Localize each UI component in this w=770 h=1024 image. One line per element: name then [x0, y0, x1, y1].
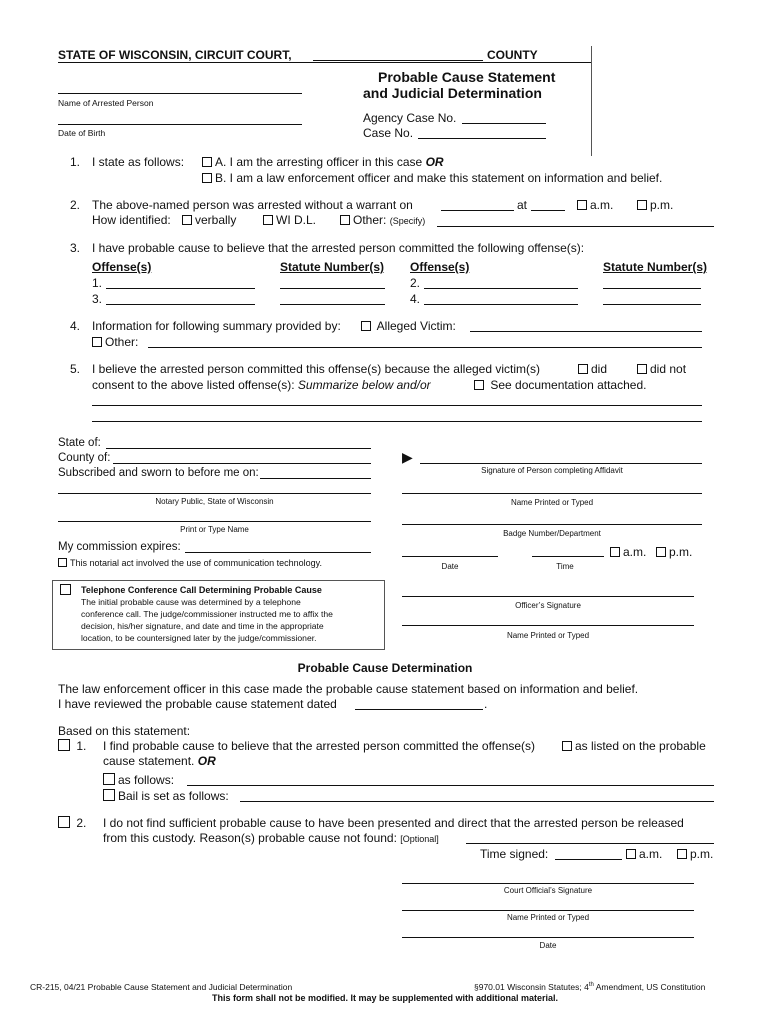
- offense-3-field[interactable]: [106, 304, 255, 305]
- did-not-checkbox[interactable]: [637, 364, 647, 374]
- am-label: a.m.: [590, 198, 614, 212]
- offense-4-number: 4.: [410, 292, 421, 306]
- item1-option-a[interactable]: [202, 155, 444, 169]
- dob-caption: Date of Birth: [58, 128, 106, 138]
- court-name-field[interactable]: [402, 910, 694, 911]
- affiant-name-field[interactable]: [402, 493, 702, 494]
- county-of-label: County of:: [58, 452, 111, 464]
- agency-case-field[interactable]: [462, 123, 546, 124]
- widl-option[interactable]: [263, 213, 316, 227]
- court-name-caption: Name Printed or Typed: [506, 913, 590, 922]
- item2-text: The above-named person was arrested without a warrant on: [92, 198, 413, 212]
- court-date-field[interactable]: [402, 937, 694, 938]
- court-signature-field[interactable]: [402, 883, 694, 884]
- comm-tech-option[interactable]: [58, 558, 322, 568]
- did-not-option[interactable]: [637, 362, 686, 376]
- offense-2-field[interactable]: [424, 288, 578, 289]
- statutes-reference: [474, 982, 705, 992]
- time-signed-label: Time signed:: [480, 847, 549, 861]
- commission-label: My commission expires:: [58, 541, 181, 553]
- as-listed-label: as listed on the probable: [575, 739, 706, 753]
- as-follows-checkbox[interactable]: [103, 773, 115, 785]
- affiant-date-caption: Date: [441, 562, 459, 571]
- item5-number: 5.: [70, 362, 81, 376]
- option2-number: 2.: [76, 816, 87, 830]
- county-label: COUNTY: [487, 48, 538, 62]
- offense-1-number: 1.: [92, 276, 103, 290]
- badge-field[interactable]: [402, 524, 702, 525]
- am-checkbox[interactable]: [577, 200, 587, 210]
- item2-number: 2.: [70, 198, 81, 212]
- alleged-victim-checkbox[interactable]: [361, 321, 371, 331]
- as-listed-checkbox[interactable]: [562, 741, 572, 751]
- option1-number: 1.: [76, 739, 87, 753]
- court-caption: STATE OF WISCONSIN, CIRCUIT COURT,: [58, 48, 292, 62]
- affiant-name-caption: Name Printed or Typed: [510, 498, 594, 507]
- as-follows-option[interactable]: [103, 773, 174, 787]
- bail-option[interactable]: [103, 789, 229, 803]
- affiant-time-caption: Time: [556, 562, 574, 571]
- officer-signature-caption: Officer’s Signature: [515, 601, 581, 610]
- arrest-pm-option[interactable]: [637, 198, 673, 212]
- at-label: at: [517, 198, 528, 212]
- print-name-caption: Print or Type Name: [180, 525, 249, 534]
- county-of-field[interactable]: [113, 463, 371, 464]
- form-id: CR-215, 04/21 Probable Cause Statement and Judicial Determination: [30, 982, 293, 992]
- item1-lead: I state as follows:: [92, 155, 185, 169]
- option1-checkbox[interactable]: [58, 739, 70, 751]
- alleged-victim-option[interactable]: [361, 319, 456, 333]
- cause-statement-text: cause statement.: [103, 754, 195, 768]
- notary-caption: Notary Public, State of Wisconsin: [155, 497, 274, 506]
- alleged-victim-label: Alleged Victim:: [376, 319, 456, 333]
- signed-am-checkbox[interactable]: [626, 849, 636, 859]
- summary-other-option[interactable]: [92, 335, 138, 349]
- as-follows-field[interactable]: [187, 785, 714, 786]
- see-doc-label: See documentation attached.: [490, 378, 647, 392]
- did-option[interactable]: [578, 362, 607, 376]
- court-signature-caption: Court Official’s Signature: [503, 886, 593, 895]
- statute-3-field[interactable]: [280, 304, 385, 305]
- arrest-date-field[interactable]: [441, 210, 514, 211]
- telephone-text-4: location, to be countersigned later by the judge/commissioner.: [81, 633, 317, 643]
- summary-other-checkbox[interactable]: [92, 337, 102, 347]
- reason-field[interactable]: [466, 843, 714, 844]
- consent-text: consent to the above listed offense(s):: [92, 378, 295, 392]
- telephone-text-2: conference call. The judge/commissioner instructed me to affix the: [81, 609, 333, 619]
- form-title-line2: and Judicial Determination: [363, 85, 542, 101]
- affiant-date-field[interactable]: [402, 556, 498, 557]
- arrest-am-option[interactable]: [577, 198, 613, 212]
- option1-or: OR: [197, 754, 216, 768]
- subscribed-date-field[interactable]: [260, 478, 371, 479]
- statutes-text: §970.01 Wisconsin Statutes; 4: [474, 982, 589, 992]
- affiant-am-label: a.m.: [623, 545, 647, 559]
- telephone-title: Telephone Conference Call Determining Probable Cause: [81, 585, 322, 595]
- optional-label: [Optional]: [400, 834, 439, 844]
- signed-pm-label: p.m.: [690, 847, 714, 861]
- did-not-label: did not: [650, 362, 687, 376]
- summarize-text: Summarize below and/or: [297, 378, 431, 392]
- officer-name-caption: Name Printed or Typed: [506, 631, 590, 640]
- option-a-label: A. I am the arresting officer in this case: [215, 155, 423, 169]
- affiant-time-field[interactable]: [532, 556, 604, 557]
- did-label: did: [591, 362, 608, 376]
- or-label: OR: [425, 155, 444, 169]
- subscribed-label: Subscribed and sworn to before me on:: [58, 467, 259, 479]
- other-id-option[interactable]: [340, 213, 425, 227]
- p2-period: .: [484, 697, 488, 711]
- option1-line2: [103, 754, 216, 768]
- reason-text: from this custody. Reason(s) probable cause not found:: [103, 831, 397, 845]
- arrest-time-field[interactable]: [531, 210, 565, 211]
- telephone-text-1: The initial probable cause was determined by a telephone: [81, 597, 301, 607]
- statement-date-field[interactable]: [355, 709, 483, 710]
- comm-tech-checkbox[interactable]: [58, 558, 67, 567]
- pm-label: p.m.: [650, 198, 674, 212]
- item5-line2: [92, 378, 431, 392]
- statute-1-field[interactable]: [280, 288, 385, 289]
- option-b-label: B. I am a law enforcement officer and make this statement on information and belief.: [215, 171, 663, 185]
- signed-pm-checkbox[interactable]: [677, 849, 687, 859]
- state-of-field[interactable]: [106, 448, 371, 449]
- county-field[interactable]: [313, 60, 483, 61]
- offenses-header-right: Offense(s): [410, 260, 470, 274]
- other-id-label: Other:: [353, 213, 387, 227]
- checkbox-b[interactable]: [202, 173, 212, 183]
- affiant-pm-checkbox[interactable]: [656, 547, 666, 557]
- notary-signature-field[interactable]: [58, 493, 371, 494]
- how-identified-label: How identified:: [92, 213, 171, 227]
- header-divider: [591, 46, 592, 156]
- case-no-label: Case No.: [363, 126, 414, 140]
- other-id-checkbox[interactable]: [340, 215, 350, 225]
- offenses-header-left: Offense(s): [92, 260, 152, 274]
- header-rule: [58, 62, 591, 63]
- offense-2-number: 2.: [410, 276, 421, 290]
- summary-line-1[interactable]: [92, 405, 702, 406]
- affiant-pm-option[interactable]: [656, 545, 692, 559]
- statute-header-left: Statute Number(s): [280, 260, 385, 274]
- summary-line-2[interactable]: [92, 421, 702, 422]
- statute-2-field[interactable]: [603, 288, 701, 289]
- item5-text: I believe the arrested person committed this offense(s) because the alleged victim(s): [92, 362, 540, 376]
- verbally-checkbox[interactable]: [182, 215, 192, 225]
- option1[interactable]: [58, 739, 86, 753]
- item1-number: 1.: [70, 155, 81, 169]
- commission-field[interactable]: [185, 552, 371, 553]
- item1-option-b[interactable]: [202, 171, 662, 185]
- affiant-pm-label: p.m.: [669, 545, 693, 559]
- officer-name-field[interactable]: [402, 625, 694, 626]
- option1-text: I find probable cause to believe that the arrested person committed the offense(s): [103, 739, 536, 753]
- as-follows-label: as follows:: [118, 773, 175, 787]
- affiant-signature-field[interactable]: [420, 463, 702, 464]
- telephone-text-3: decision, his/her signature, and date and time in the appropriate: [81, 621, 324, 631]
- case-no-field[interactable]: [418, 138, 546, 139]
- state-of-label: State of:: [58, 437, 101, 449]
- agency-case-label: Agency Case No.: [363, 111, 457, 125]
- specify-label: (Specify): [389, 216, 426, 226]
- option2-checkbox[interactable]: [58, 816, 70, 828]
- bail-checkbox[interactable]: [103, 789, 115, 801]
- determination-p1: The law enforcement officer in this case made the probable cause statement based on information and belief.: [58, 682, 639, 696]
- as-listed-option[interactable]: [562, 739, 706, 753]
- telephone-checkbox[interactable]: [60, 584, 71, 595]
- summary-other-label: Other:: [105, 335, 139, 349]
- verbally-label: verbally: [195, 213, 237, 227]
- affiant-am-option[interactable]: [610, 545, 646, 559]
- arrested-name-field[interactable]: [58, 93, 302, 94]
- signed-pm-option[interactable]: [677, 847, 713, 861]
- notary-print-name-field[interactable]: [58, 521, 371, 522]
- arrested-name-caption: Name of Arrested Person: [58, 98, 154, 108]
- bail-field[interactable]: [240, 801, 714, 802]
- widl-label: WI D.L.: [276, 213, 317, 227]
- badge-caption: Badge Number/Department: [503, 529, 601, 538]
- statutes-superscript: th: [588, 982, 594, 989]
- determination-title: Probable Cause Determination: [297, 661, 473, 675]
- see-doc-option[interactable]: [474, 378, 646, 392]
- statutes-text-end: Amendment, US Constitution: [593, 982, 706, 992]
- determination-p2: I have reviewed the probable cause statement dated: [58, 697, 337, 711]
- item4-text: Information for following summary provided by:: [92, 319, 341, 333]
- statute-4-field[interactable]: [603, 304, 701, 305]
- did-checkbox[interactable]: [578, 364, 588, 374]
- signed-am-label: a.m.: [639, 847, 663, 861]
- verbally-option[interactable]: [182, 213, 236, 227]
- other-id-field[interactable]: [437, 226, 714, 227]
- dob-field[interactable]: [58, 124, 302, 125]
- offense-4-field[interactable]: [424, 304, 578, 305]
- item3-text: I have probable cause to believe that the arrested person committed the following offense(s):: [92, 241, 585, 255]
- item3-number: 3.: [70, 241, 81, 255]
- widl-checkbox[interactable]: [263, 215, 273, 225]
- time-signed-field[interactable]: [555, 859, 622, 860]
- statute-header-right: Statute Number(s): [603, 260, 708, 274]
- checkbox-a[interactable]: [202, 157, 212, 167]
- signature-arrow-icon: ▶: [402, 449, 413, 465]
- affiant-signature-caption: Signature of Person completing Affidavit: [481, 466, 623, 475]
- summary-other-field[interactable]: [148, 347, 702, 348]
- bail-label: Bail is set as follows:: [118, 789, 229, 803]
- offense-3-number: 3.: [92, 292, 103, 306]
- alleged-victim-field[interactable]: [470, 331, 702, 332]
- based-on-label: Based on this statement:: [58, 724, 191, 738]
- option2[interactable]: [58, 816, 86, 830]
- offense-1-field[interactable]: [106, 288, 255, 289]
- affiant-am-checkbox[interactable]: [610, 547, 620, 557]
- pm-checkbox[interactable]: [637, 200, 647, 210]
- court-date-caption: Date: [539, 941, 557, 950]
- option2-text: I do not find sufficient probable cause to have been presented and direct that the arrested person be released: [103, 816, 684, 830]
- officer-signature-field[interactable]: [402, 596, 694, 597]
- modification-notice: This form shall not be modified. It may be supplemented with additional material.: [211, 993, 559, 1003]
- form-title-line1: Probable Cause Statement: [378, 69, 556, 85]
- item4-number: 4.: [70, 319, 81, 333]
- see-doc-checkbox[interactable]: [474, 380, 484, 390]
- comm-tech-label: This notarial act involved the use of communication technology.: [70, 558, 322, 568]
- option2-line2: [103, 831, 439, 845]
- signed-am-option[interactable]: [626, 847, 662, 861]
